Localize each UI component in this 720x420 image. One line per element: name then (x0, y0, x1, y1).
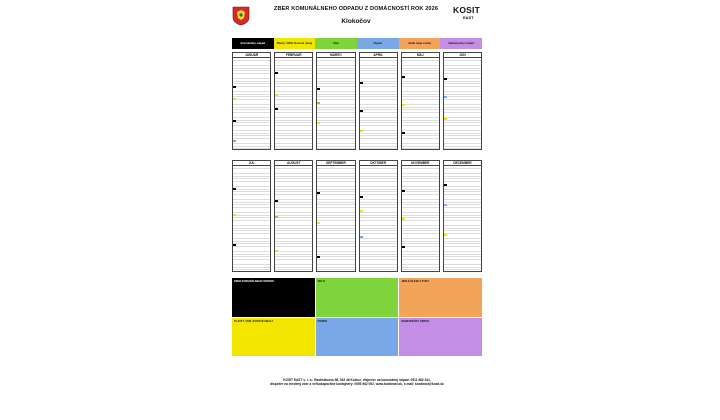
legend-item-sklo: Sklo (315, 38, 357, 49)
month-days (444, 58, 481, 150)
municipal-crest-icon (232, 6, 250, 26)
month-header: MÁJ (402, 53, 439, 58)
waste-info-boxes (232, 278, 482, 356)
info-box-papier (316, 318, 399, 357)
footer (232, 378, 482, 386)
month-days (317, 58, 354, 150)
month-days (275, 166, 312, 272)
kosit-logo (453, 5, 483, 27)
month-header: JÚN (444, 53, 481, 58)
waste-type-legend (232, 38, 482, 49)
month-days (360, 58, 397, 150)
month-februar (274, 52, 313, 150)
footer-company: KOSIT EAST s. r. o., Rastislavova 98, 043 46 Košice, dispečer na komunálny odpad: 0911 982 041, (283, 378, 431, 382)
logo-sub: EAST (463, 15, 474, 20)
months-second-half (232, 160, 482, 272)
month-oktober (359, 160, 398, 272)
month-august (274, 160, 313, 272)
legend-item-plasty: Plasty, VKM, Kovové obaly (274, 38, 316, 49)
month-header: JÚL (233, 161, 270, 166)
legend-item-nebezpecny: Nebezpečný odpad (440, 38, 482, 49)
month-header: JANUÁR (233, 53, 270, 58)
month-november (401, 160, 440, 272)
month-days (402, 166, 439, 272)
month-days (402, 58, 439, 150)
month-header: APRÍL (360, 53, 397, 58)
month-header: DECEMBER (444, 161, 481, 166)
calendar-sheet (218, 0, 496, 420)
info-box-komunalny (232, 278, 315, 317)
months-first-half (232, 52, 482, 150)
month-header: FEBRUÁR (275, 53, 312, 58)
month-days (275, 58, 312, 150)
month-days (360, 166, 397, 272)
info-box-nebezpecny (399, 318, 482, 357)
municipality-name: Klokočov (341, 18, 371, 25)
month-header: NOVEMBER (402, 161, 439, 166)
month-januar (232, 52, 271, 150)
month-header: SEPTEMBER (317, 161, 354, 166)
month-marec (316, 52, 355, 150)
month-days (233, 166, 270, 272)
info-box-plasty (232, 318, 315, 357)
info-box-heading: SKLO (317, 280, 325, 283)
footer-contact: dispečer na triedený zber a veľkokapacitné kontajnery: 0905 982 092, www.kositeast.sk, e-mail: kositeast@kosit.sk (270, 382, 444, 386)
logo-text: KOSIT (453, 5, 480, 15)
month-jun (443, 52, 482, 150)
info-box-oleje (399, 278, 482, 317)
month-days (317, 166, 354, 272)
month-jul (232, 160, 271, 272)
month-maj (401, 52, 440, 150)
info-box-heading: PAPIER (317, 319, 328, 323)
month-header: OKTÓBER (360, 161, 397, 166)
legend-item-papier: Papier (357, 38, 399, 49)
month-september (316, 160, 355, 272)
month-header: MAREC (317, 53, 354, 58)
info-box-heading: PLASTY, VKM, KOVOVÉ OBALY (234, 319, 274, 323)
info-box-heading: ZBER KOMUNÁLNEHO ODPADU (234, 280, 275, 283)
month-december (443, 160, 482, 272)
page-title: ZBER KOMUNÁLNEHO ODPADU Z DOMÁCNOSTÍ ROK 2026 (273, 6, 439, 12)
legend-item-oleje: Jedlé oleje a tuky (399, 38, 441, 49)
month-days (444, 166, 481, 272)
info-box-sklo (316, 278, 399, 317)
info-box-heading: JEDLÉ OLEJE A TUKY (401, 280, 430, 283)
month-april (359, 52, 398, 150)
info-box-heading: NEBEZPEČNÝ ODPAD (401, 319, 429, 323)
month-header: AUGUST (275, 161, 312, 166)
legend-item-komunalny: Komunálny odpad (232, 38, 274, 49)
month-days (233, 58, 270, 150)
